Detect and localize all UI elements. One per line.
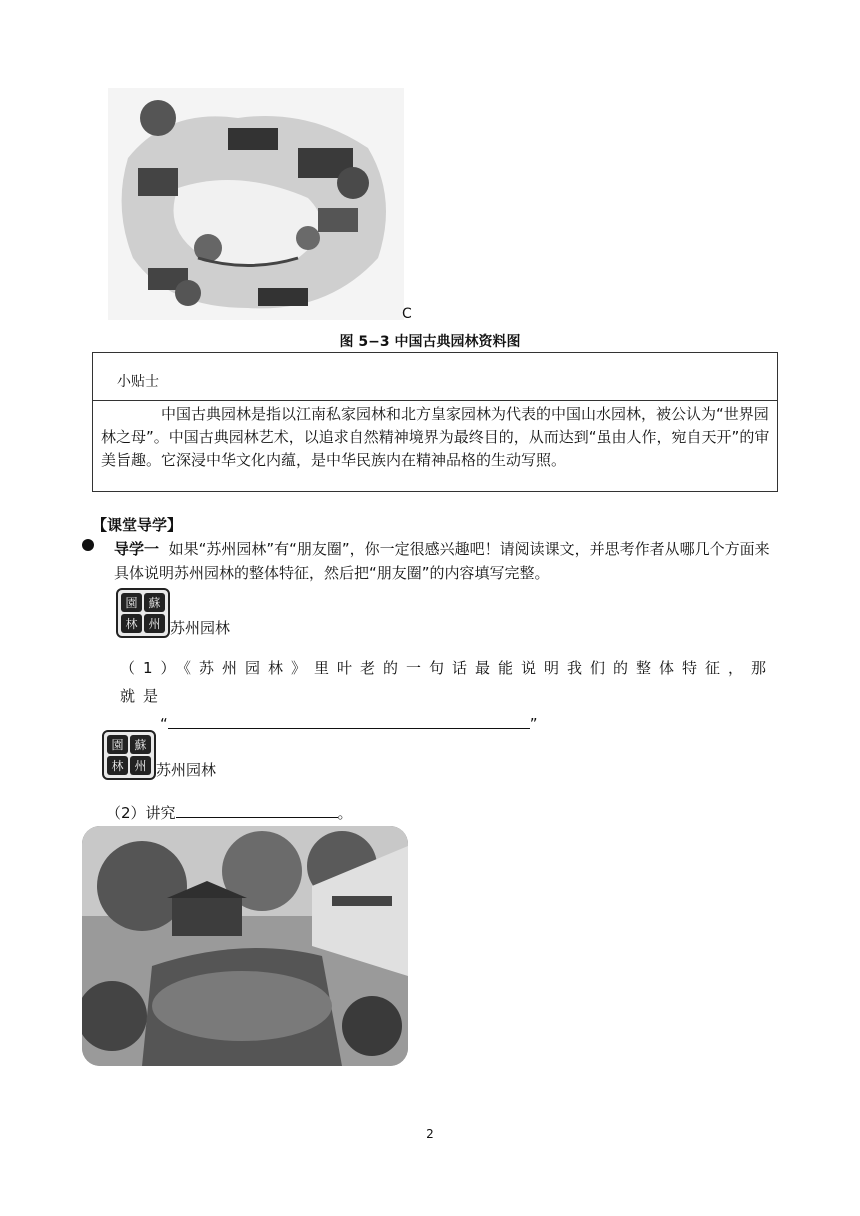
question-1 <box>120 654 778 738</box>
post-header-2 <box>102 730 216 780</box>
figure-label: C <box>402 306 412 322</box>
seal-char: 林 <box>107 756 128 775</box>
guide-label: 导学一 <box>114 540 160 558</box>
seal-char: 園 <box>107 735 128 754</box>
seal-char: 蘇 <box>130 735 151 754</box>
answer-blank-1[interactable] <box>168 712 530 729</box>
post-header-1 <box>116 588 230 638</box>
seal-char: 州 <box>144 614 165 633</box>
tip-body: 中国古典园林是指以江南私家园林和北方皇家园林为代表的中国山水园林，被公认为“世界园林之母”。中国古典园林艺术，以追求自然精神境界为最终目的，从而达到“虽由人作，宛自天开”的审美旨趣。它深浸中华文化内蕴，是中华民族内在精神品格的生动写照。 <box>101 405 770 469</box>
question-2-end: 。 <box>337 804 353 822</box>
seal-char: 園 <box>121 593 142 612</box>
post-author-name: 苏州园林 <box>170 619 231 637</box>
question-2 <box>106 802 353 823</box>
guide-paragraph <box>114 537 778 585</box>
tip-box <box>92 352 778 492</box>
suzhou-seal-icon <box>116 588 170 638</box>
seal-char: 蘇 <box>144 593 165 612</box>
figure-caption: 图 5−3 中国古典园林资料图 <box>339 334 521 350</box>
bullet-icon <box>82 539 94 551</box>
answer-blank-2[interactable] <box>176 803 338 818</box>
quote-close: ” <box>529 715 538 733</box>
tip-title: 小贴士 <box>93 353 777 401</box>
guide-text: 如果“苏州园林”有“朋友圈”，你一定很感兴趣吧！请阅读课文，并思考作者从哪几个方面来具体说明苏州园林的整体特征，然后把“朋友圈”的内容填写完整。 <box>114 540 770 582</box>
seal-char: 州 <box>130 756 151 775</box>
garden-illustration <box>108 88 404 320</box>
quote-open: “ <box>160 715 168 733</box>
seal-char: 林 <box>121 614 142 633</box>
post-author-name: 苏州园林 <box>156 761 217 779</box>
page-number: 2 <box>426 1127 434 1141</box>
suzhou-seal-icon <box>102 730 156 780</box>
garden-photo <box>82 826 408 1066</box>
question-2-text: （2）讲究 <box>106 804 176 822</box>
section-heading: 【课堂导学】 <box>92 516 183 534</box>
question-1-text: （1）《苏州园林》里叶老的一句话最能说明我们的整体特征，那就是 <box>120 659 775 705</box>
